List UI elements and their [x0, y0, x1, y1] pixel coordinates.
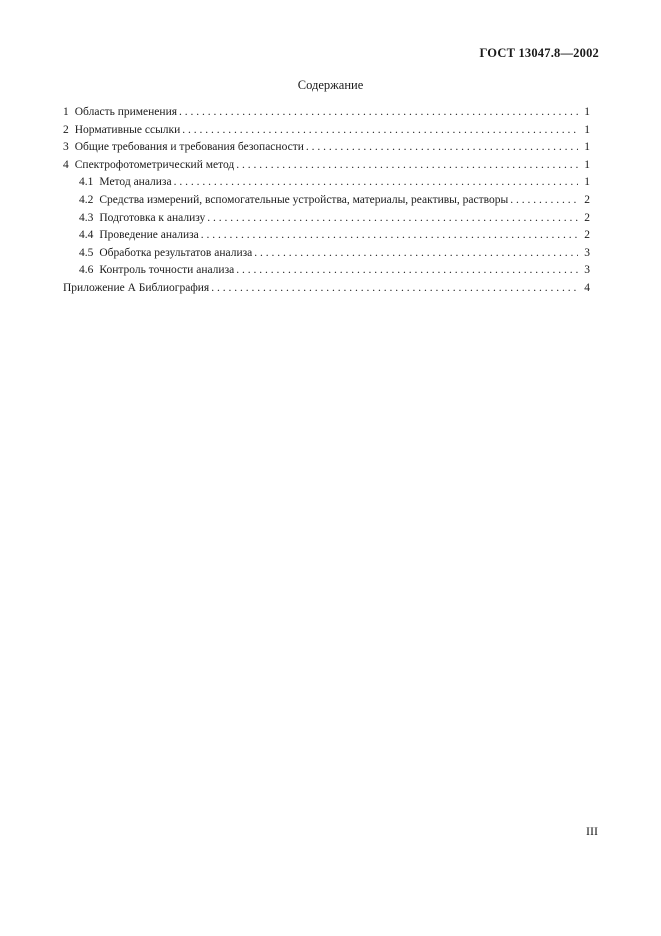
- toc-dot-leader: [174, 174, 578, 192]
- toc-entry-number: 4.4: [79, 229, 94, 242]
- toc-entry-page: 2: [584, 211, 590, 224]
- toc-entry-normative-references[interactable]: [63, 122, 590, 140]
- toc-entry-label: Спектрофотометрический метод: [74, 158, 235, 171]
- toc-dot-leader: [179, 104, 578, 122]
- toc-dot-leader: [306, 139, 578, 157]
- toc-entry-label: Область применения: [74, 106, 178, 118]
- toc-entry-general-requirements[interactable]: [63, 139, 590, 157]
- toc-dot-leader: [182, 122, 578, 140]
- page-number: III: [586, 824, 598, 838]
- toc-entry-number: 4.5: [79, 246, 94, 259]
- toc-entry-number: 4.3: [79, 211, 94, 224]
- toc-dot-leader: [211, 280, 578, 298]
- toc-entry-number: 4.2: [79, 193, 94, 206]
- toc-entry-page: 3: [584, 264, 590, 277]
- toc-entry-number: 2: [63, 123, 69, 136]
- toc-entry-scope[interactable]: [63, 104, 590, 122]
- toc-entry-label: Проведение анализа: [99, 229, 199, 242]
- toc-entry-label: Обработка результатов анализа: [99, 246, 253, 259]
- toc-entry-conducting-analysis[interactable]: [63, 227, 590, 245]
- toc-entry-page: 1: [584, 158, 590, 171]
- toc-entry-page: 1: [584, 176, 590, 189]
- toc-entry-number: 4.6: [79, 264, 94, 277]
- toc-dot-leader: [254, 245, 578, 263]
- toc-dot-leader: [201, 227, 578, 245]
- toc-entry-appendix-bibliography[interactable]: [63, 280, 590, 298]
- toc-dot-leader: [510, 192, 578, 210]
- toc-entry-label: Контроль точности анализа: [99, 264, 235, 277]
- toc-entry-page: 2: [584, 229, 590, 242]
- toc-entry-processing-results[interactable]: [63, 245, 590, 263]
- toc-entry-analysis-method[interactable]: [63, 174, 590, 192]
- toc-entry-number: 3: [63, 141, 69, 154]
- toc-entry-label: Метод анализа: [99, 176, 172, 189]
- toc-entry-number: 4.1: [79, 176, 94, 189]
- table-of-contents: [63, 104, 590, 298]
- toc-entry-accuracy-control[interactable]: [63, 262, 590, 280]
- toc-entry-page: 2: [584, 193, 590, 206]
- toc-entry-page: 3: [584, 246, 590, 259]
- standard-code: ГОСТ 13047.8—2002: [479, 46, 599, 60]
- toc-entry-page: 1: [584, 106, 590, 118]
- toc-entry-number: 4: [63, 158, 69, 171]
- toc-entry-label: Приложение А Библиография: [63, 281, 210, 294]
- toc-entry-preparation[interactable]: [63, 210, 590, 228]
- toc-entry-label: Средства измерений, вспомогательные устройства, материалы, реактивы, растворы: [99, 193, 509, 206]
- toc-entry-label: Общие требования и требования безопасности: [74, 141, 304, 154]
- toc-entry-label: Нормативные ссылки: [74, 123, 181, 136]
- toc-title: Содержание: [297, 78, 364, 92]
- toc-entry-page: 4: [584, 281, 590, 294]
- toc-dot-leader: [236, 262, 578, 280]
- toc-entry-page: 1: [584, 141, 590, 154]
- toc-dot-leader: [236, 157, 578, 175]
- toc-dot-leader: [207, 210, 578, 228]
- toc-entry-page: 1: [584, 123, 590, 136]
- toc-entry-number: 1: [63, 106, 69, 118]
- toc-entry-measuring-instruments[interactable]: [63, 192, 590, 210]
- toc-entry-spectrophotometric-method[interactable]: [63, 157, 590, 175]
- toc-entry-label: Подготовка к анализу: [99, 211, 206, 224]
